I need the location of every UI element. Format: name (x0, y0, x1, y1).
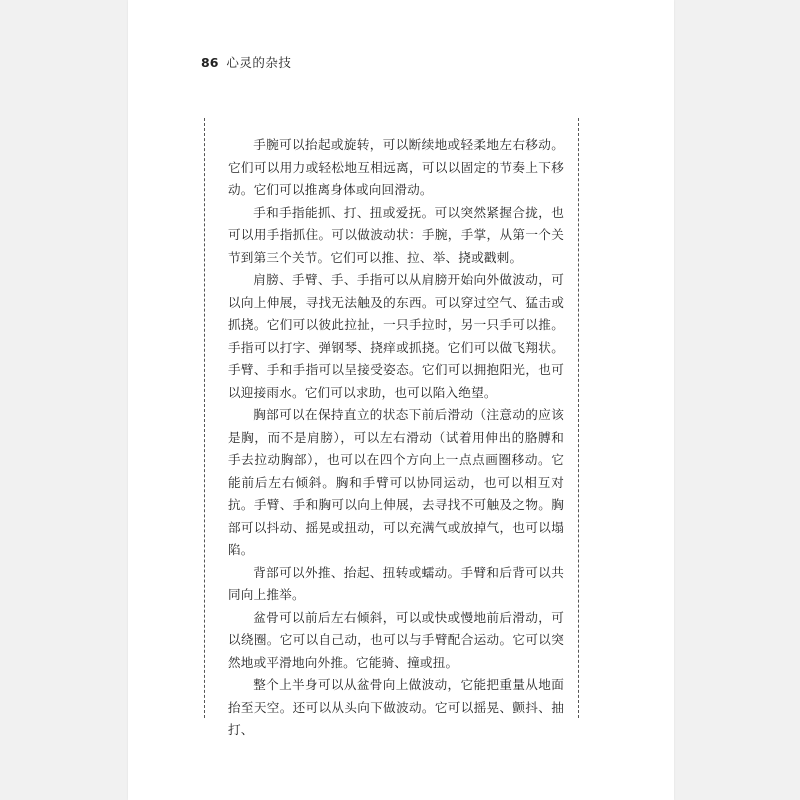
dashed-border-left (204, 118, 205, 718)
running-head (201, 52, 291, 72)
paragraph: 盆骨可以前后左右倾斜，可以或快或慢地前后滑动，可以绕圈。它可以自己动，也可以与手臂配合运动。它可以突然地或平滑地向外推。它能骑、撞或扭。 (228, 609, 564, 670)
paragraph: 胸部可以在保持直立的状态下前后滑动（注意动的应该是胸，而不是肩膀），可以左右滑动（试着用伸出的胳膊和手去拉动胸部），也可以在四个方向上一点点画圈移动。它能前后左右倾斜。胸和手臂可以协同运动，也可以相互对抗。手臂、手和胸可以向上伸展，去寻找不可触及之物。胸部可以抖动、摇晃或扭动，可以充满气或放掉气，也可以塌陷。 (228, 407, 564, 557)
paragraph: 整个上半身可以从盆骨向上做波动，它能把重量从地面抬至天空。还可以从头向下做波动。它可以摇晃、颤抖、抽打、 (228, 677, 564, 737)
paragraph: 背部可以外推、抬起、扭转或蠕动。手臂和后背可以共同向上推举。 (228, 564, 564, 602)
paragraph: 手和手指能抓、打、扭或爱抚。可以突然紧握合拢，也可以用手指抓住。可以做波动状：手腕，手掌，从第一个关节到第三个关节。它们可以推、拉、举、挠或戳刺。 (228, 204, 564, 265)
paragraph: 肩膀、手臂、手、手指可以从肩膀开始向外做波动，可以向上伸展，寻找无法触及的东西。可以穿过空气、猛击或抓挠。它们可以彼此拉扯，一只手拉时，另一只手可以推。手指可以打字、弹钢琴、挠痒或抓挠。它们可以做飞翔状。手臂、手和手指可以呈接受姿态。它们可以拥抱阳光，也可以迎接雨水。它们可以求助，也可以陷入绝望。 (228, 272, 564, 400)
page-number: 86 (201, 54, 219, 70)
book-title: 心灵的杂技 (226, 55, 292, 70)
dashed-border-right (578, 118, 579, 718)
body-text (228, 134, 564, 737)
paragraph: 手腕可以抬起或旋转，可以断续地或轻柔地左右移动。它们可以用力或轻松地互相远离，可以以固定的节奏上下移动。它们可以推离身体或向回滑动。 (228, 137, 564, 197)
